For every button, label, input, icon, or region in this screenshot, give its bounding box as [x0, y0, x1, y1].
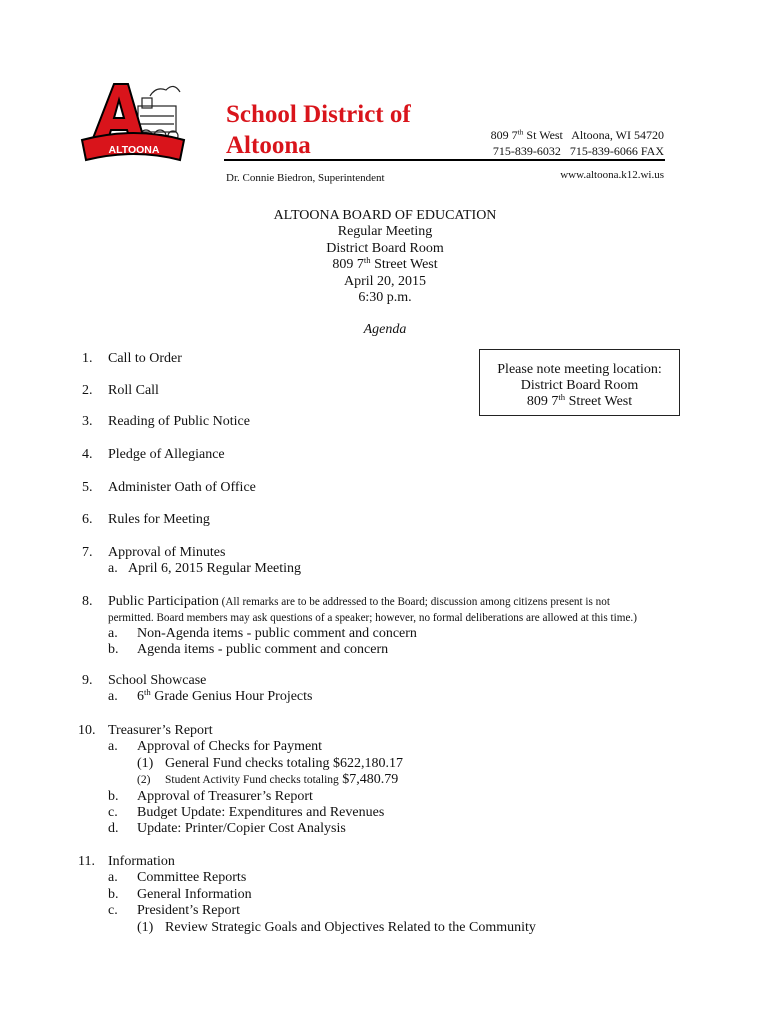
agenda-subitem: c. Budget Update: Expenditures and Revenues: [108, 804, 385, 820]
agenda-subsubitem: (1) Review Strategic Goals and Objectives Related to the Community: [137, 919, 536, 935]
agenda-item-8: 8. Public Participation (All remarks are to be addressed to the Board; discussion among citizens present is not permitted. Board members may ask questions of a speaker; however, no formal deliberations are allowed at this time.) a. Non-Agenda items - public comment and concern b. Agenda items - public comment and concern: [82, 594, 722, 659]
agenda-subitem: a. Approval of Checks for Payment: [108, 739, 323, 755]
agenda-subitem: c. President’s Report: [108, 903, 241, 919]
agenda-subitem: b. Approval of Treasurer’s Report: [108, 788, 313, 804]
location-note-line1: Please note meeting location:: [497, 362, 662, 377]
location-note-box: [479, 349, 680, 416]
address-street: 809 7th St West Altoona, WI 54720: [490, 127, 664, 142]
agenda-subitem: a. April 6, 2015 Regular Meeting: [108, 561, 302, 577]
public-participation-note-2: permitted. Board members may ask questions of a speaker; however, no formal deliberations are allowed at this time.): [108, 612, 637, 624]
agenda-subitem: d. Update: Printer/Copier Cost Analysis: [108, 821, 346, 837]
meeting-room: District Board Room: [326, 240, 444, 256]
meeting-date: April 20, 2015: [343, 273, 427, 289]
agenda-subitem: a. Non-Agenda items - public comment and concern: [108, 626, 417, 641]
agenda-subitem: a. 6th Grade Genius Hour Projects: [108, 687, 313, 705]
district-name: [226, 99, 411, 161]
agenda-item-10: 10. Treasurer’s Report a. Approval of Checks for Payment (1) General Fund checks totaling $622,180.17 (2) Student Activity Fund checks totaling $7,480.79 b. Approval of Treasurer’s Report c. Budget Update: Expenditures and Revenues d. Update: Printer/Copier Cost Analysis: [82, 723, 722, 838]
altoona-logo-icon: [80, 76, 188, 172]
header-divider: [224, 159, 665, 161]
superintendent-name: Dr. Connie Biedron, Superintendent: [226, 172, 385, 184]
district-name-line2: Altoona: [226, 132, 311, 159]
agenda-subitem: b. General Information: [108, 886, 252, 902]
agenda-subsubitem: (1) General Fund checks totaling $622,180.17: [137, 755, 403, 771]
district-name-line1: School District of: [226, 101, 411, 128]
agenda-item-11: 11. Information a. Committee Reports b. General Information c. President’s Report (1) Review Strategic Goals and Objectives Related to the Community: [82, 854, 722, 936]
agenda-subitem: a. Committee Reports: [108, 870, 247, 886]
meeting-info: [200, 208, 570, 306]
website-link[interactable]: www.altoona.k12.wi.us: [560, 169, 664, 181]
location-note-line2: District Board Room: [520, 378, 639, 393]
agenda-item-7: 7. Approval of Minutes a. April 6, 2015 Regular Meeting: [82, 545, 722, 578]
address-block: [470, 127, 664, 159]
agenda-heading: Agenda: [363, 322, 407, 337]
agenda-subsubitem: (2) Student Activity Fund checks totaling $7,480.79: [137, 772, 399, 788]
agenda-item-9: 9. School Showcase a. 6th Grade Genius Hour Projects: [82, 673, 722, 706]
public-participation-note: (All remarks are to be addressed to the Board; discussion among citizens present is not: [218, 596, 610, 608]
board-name: ALTOONA BOARD OF EDUCATION: [273, 208, 497, 223]
agenda-subitem: b. Agenda items - public comment and concern: [108, 642, 389, 658]
district-logo: [80, 76, 188, 172]
phone-fax: 715-839-6032 715-839-6066 FAX: [492, 144, 664, 158]
meeting-type: Regular Meeting: [337, 224, 433, 240]
location-note-line3: 809 7th Street West: [526, 391, 633, 409]
meeting-time: 6:30 p.m.: [358, 290, 412, 306]
meeting-street: 809 7th Street West: [332, 255, 438, 273]
logo-text: ALTOONA: [108, 144, 160, 156]
